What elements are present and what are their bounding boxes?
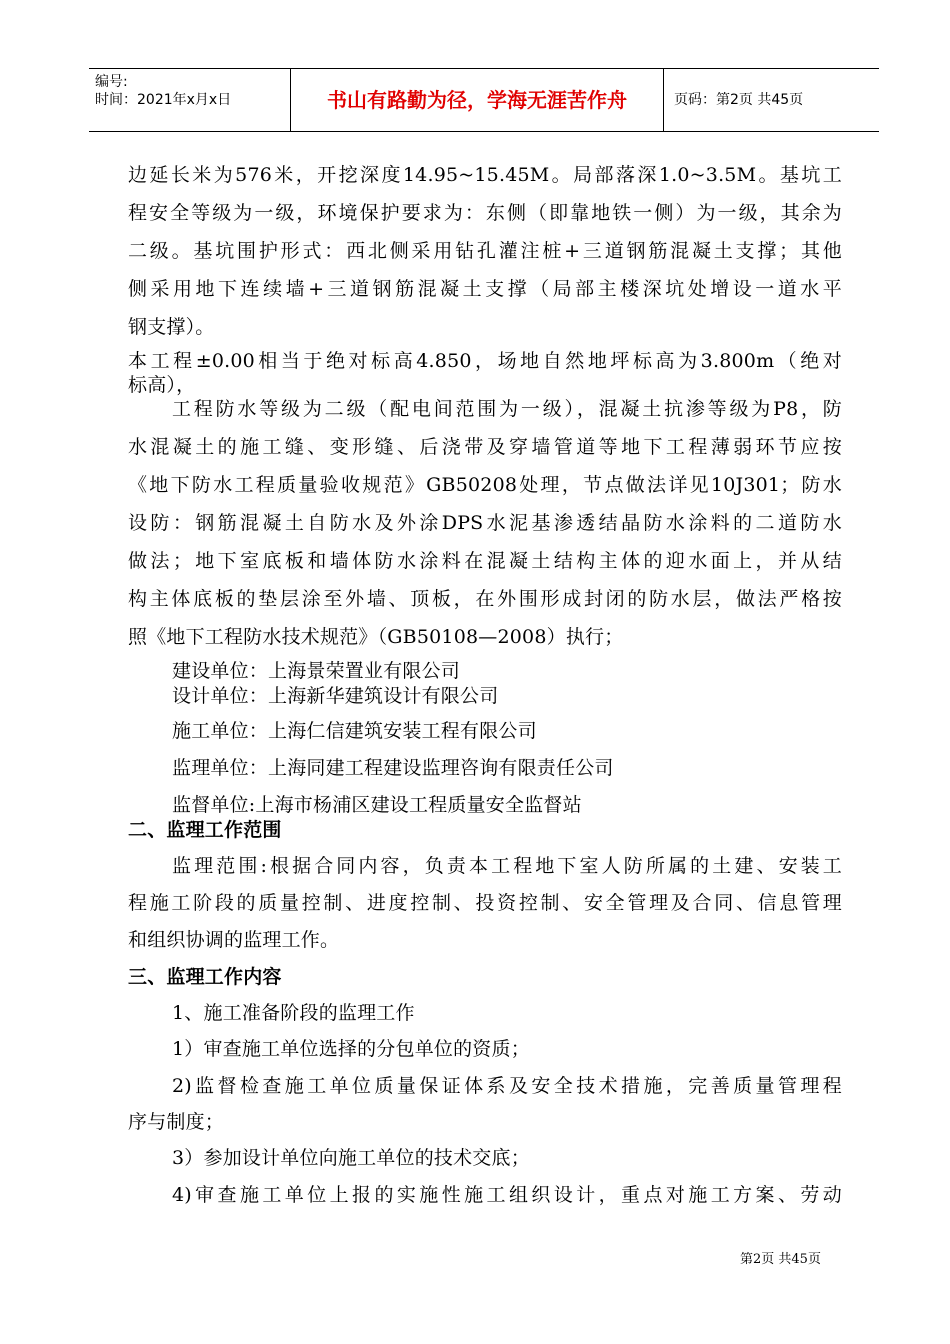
header-motto: 书山有路勤为径，学海无涯苦作舟 — [291, 69, 664, 131]
text-line: 监理范围:根据合同内容，负责本工程地下室人防所属的土建、安装工 — [172, 855, 842, 877]
text-line: 二级。基坑围护形式：西北侧采用钻孔灌注桩+三道钢筋混凝土支撑；其他 — [128, 240, 842, 262]
text-line: 边延长米为576米，开挖深度14.95~15.45M。局部落深1.0~3.5M。基坑工 — [128, 164, 842, 186]
page-header — [89, 68, 879, 132]
text-line: 设防：钢筋混凝土自防水及外涂DPS水泥基渗透结晶防水涂料的二道防水 — [128, 512, 842, 534]
text-line: 做法；地下室底板和墙体防水涂料在混凝土结构主体的迎水面上，并从结 — [128, 550, 842, 572]
text-line: 序与制度； — [128, 1111, 225, 1133]
construction-owner: 建设单位：上海景荣置业有限公司 — [172, 660, 461, 682]
header-page-info: 页码：第2页 共45页 — [674, 92, 804, 108]
footer-page-info: 第2页 共45页 — [740, 1252, 821, 1267]
text-line: 程安全等级为一级，环境保护要求为：东侧（即靠地铁一侧）为一级，其余为 — [128, 202, 842, 224]
text-line: 1、施工准备阶段的监理工作 — [172, 1002, 415, 1024]
oversight-unit: 监督单位:上海市杨浦区建设工程质量安全监督站 — [172, 794, 582, 816]
section-heading: 二、监理工作范围 — [128, 819, 282, 841]
text-line: 钢支撑）。 — [128, 316, 215, 338]
text-line: 1）审查施工单位选择的分包单位的资质； — [172, 1038, 530, 1060]
time-label: 时间：2021年x月x日 — [95, 92, 232, 108]
text-line: 构主体底板的垫层涂至外墙、顶板，在外围形成封闭的防水层，做法严格按 — [128, 588, 842, 610]
section-heading: 三、监理工作内容 — [128, 966, 282, 988]
serial-label: 编号: — [95, 74, 128, 90]
text-line: 和组织协调的监理工作。 — [128, 929, 340, 951]
text-line: 《地下防水工程质量验收规范》GB50208处理，节点做法详见10J301；防水 — [128, 474, 842, 496]
text-line: 侧采用地下连续墙+三道钢筋混凝土支撑（局部主楼深坑处增设一道水平 — [128, 278, 842, 300]
text-line: 标高）， — [128, 374, 196, 396]
text-line: 程施工阶段的质量控制、进度控制、投资控制、安全管理及合同、信息管理 — [128, 892, 842, 914]
supervision-unit: 监理单位：上海同建工程建设监理咨询有限责任公司 — [172, 757, 614, 779]
design-unit: 设计单位：上海新华建筑设计有限公司 — [172, 685, 499, 707]
text-line: 本工程±0.00相当于绝对标高4.850，场地自然地坪标高为3.800m（绝对 — [128, 350, 842, 372]
text-line: 工程防水等级为二级（配电间范围为一级），混凝土抗渗等级为P8，防 — [172, 398, 842, 420]
text-line: 2)监督检查施工单位质量保证体系及安全技术措施，完善质量管理程 — [172, 1075, 842, 1097]
text-line: 4)审查施工单位上报的实施性施工组织设计，重点对施工方案、劳动 — [172, 1184, 842, 1206]
header-meta-cell — [89, 69, 291, 131]
text-line: 照《地下工程防水技术规范》（GB50108—2008）执行； — [128, 626, 624, 648]
text-line: 水混凝土的施工缝、变形缝、后浇带及穿墙管道等地下工程薄弱环节应按 — [128, 436, 842, 458]
construction-unit: 施工单位：上海仁信建筑安装工程有限公司 — [172, 720, 537, 742]
text-line: 3）参加设计单位向施工单位的技术交底； — [172, 1147, 530, 1169]
